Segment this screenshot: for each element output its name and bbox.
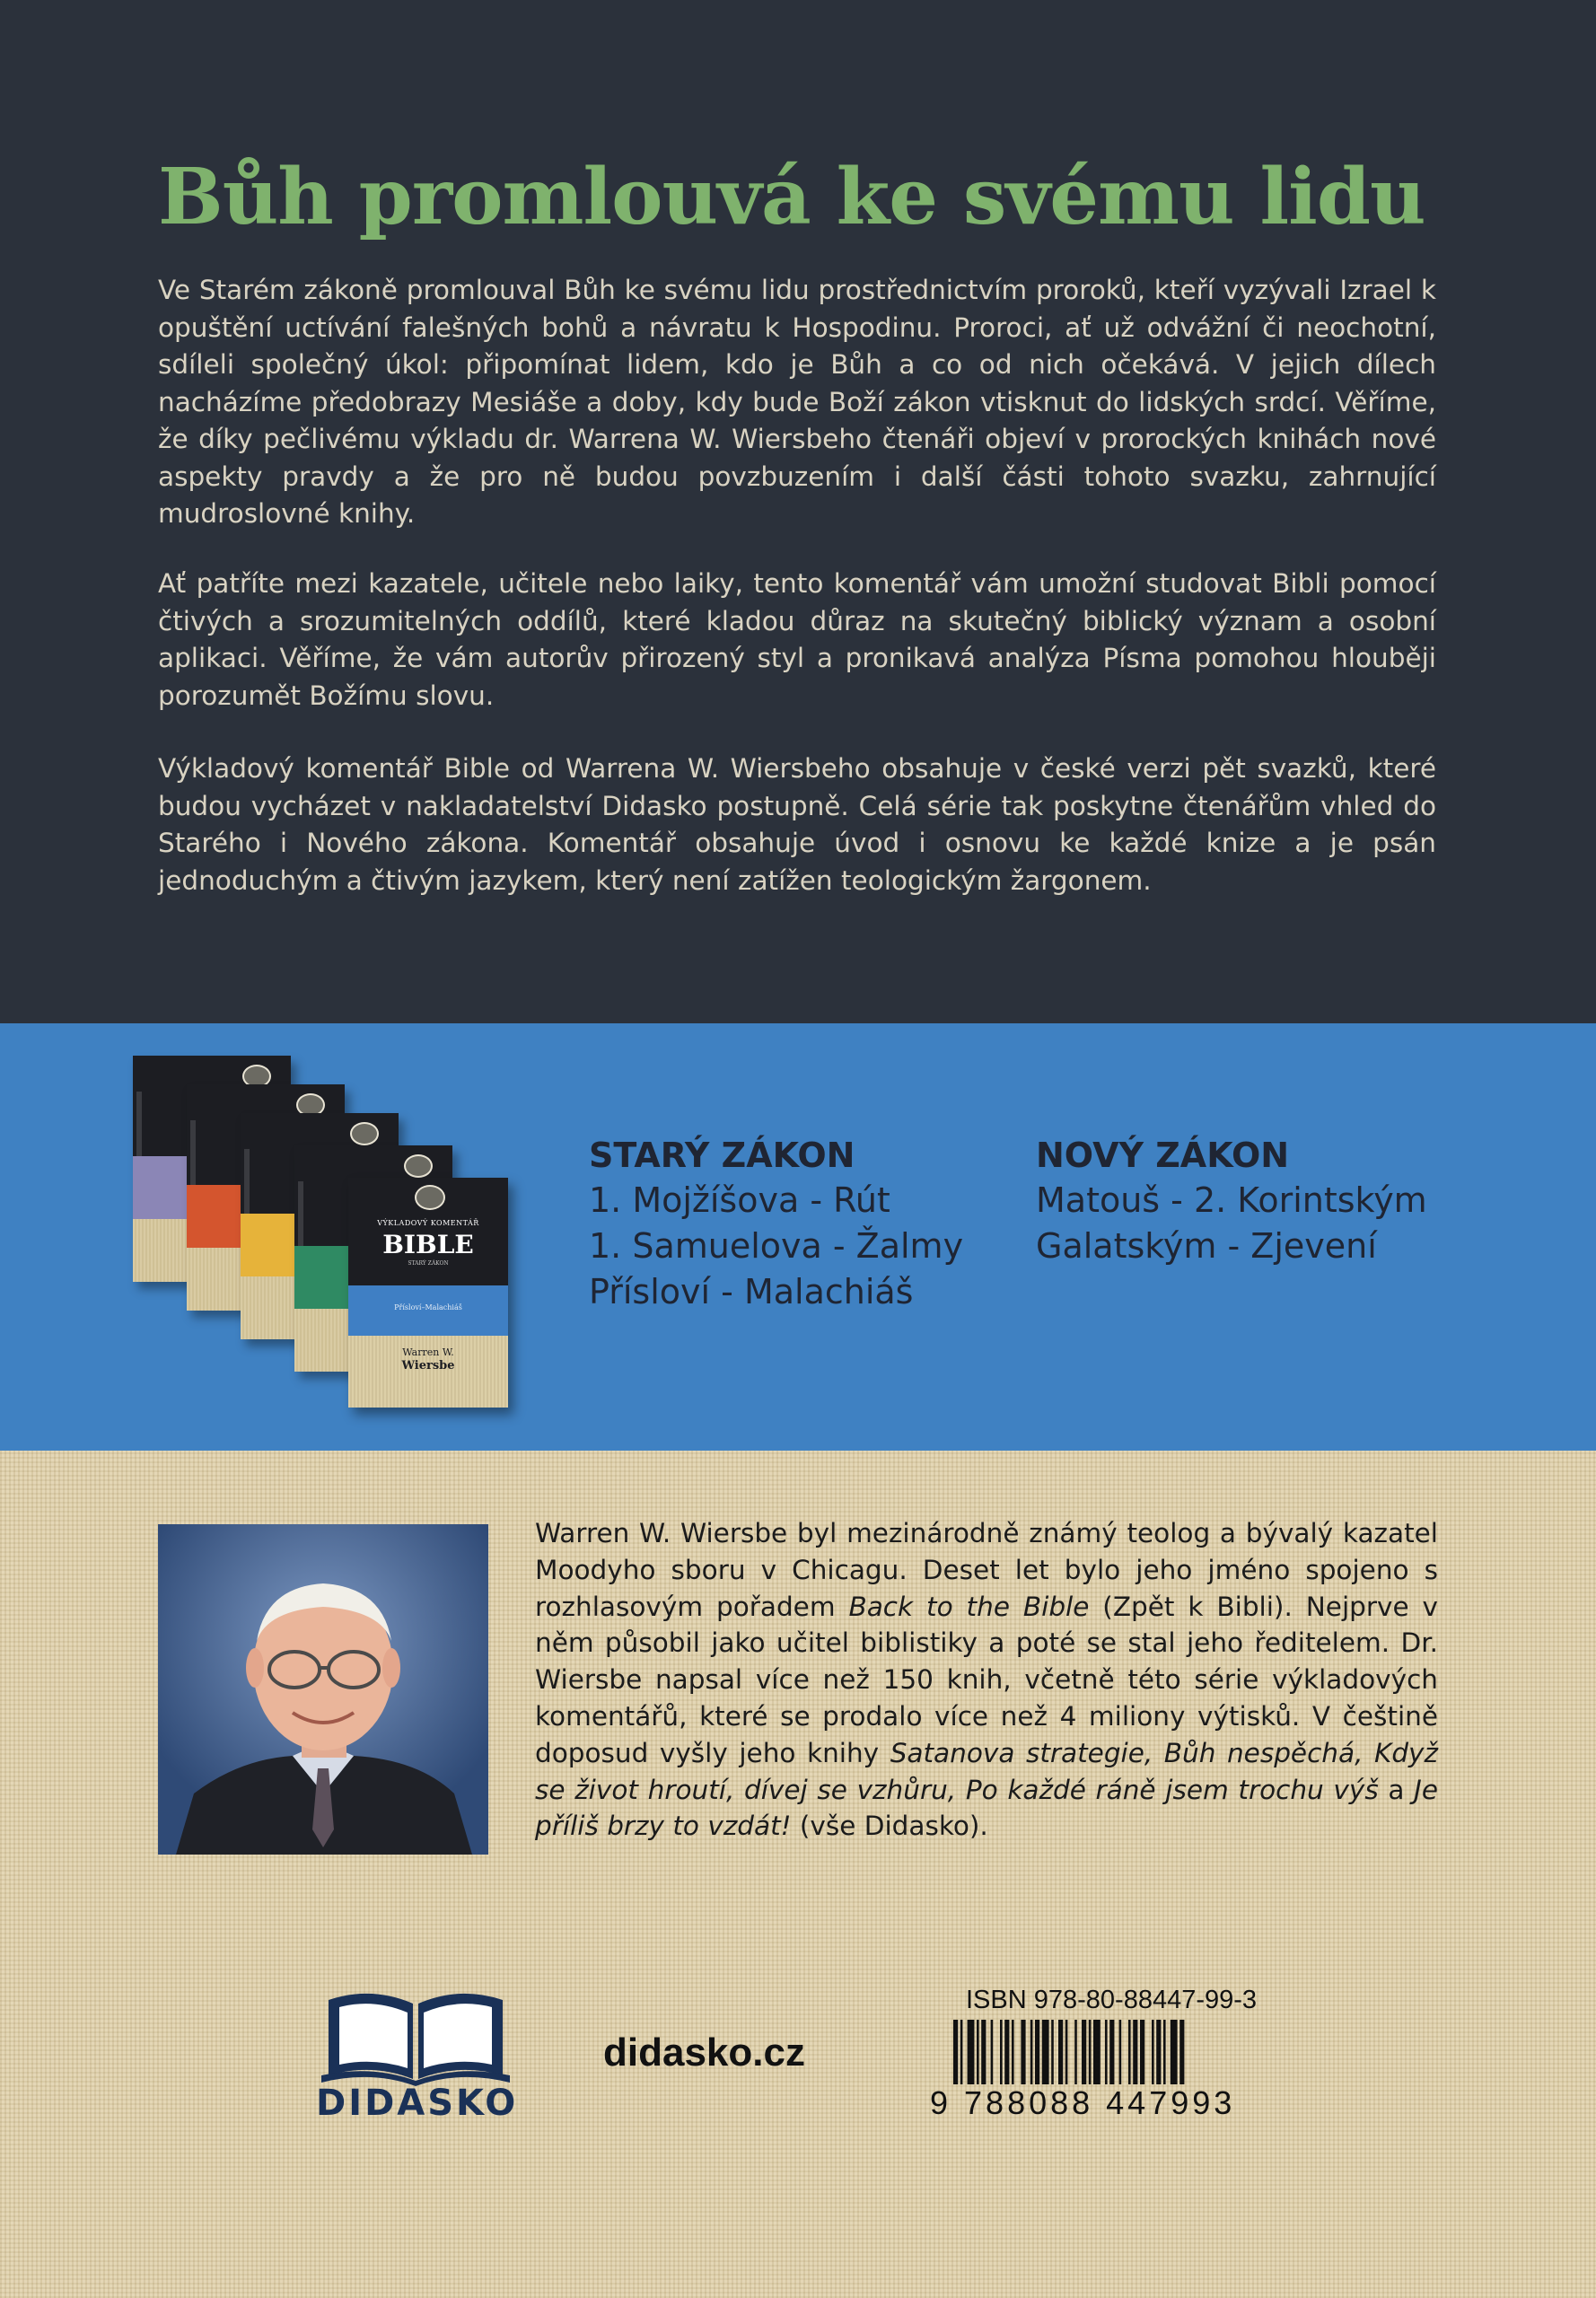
volume-item: 1. Samuelova - Žalmy (589, 1226, 964, 1266)
cover-photo-icon (350, 1122, 379, 1145)
volume-item: 1. Mojžíšova - Rút (589, 1180, 890, 1220)
description-paragraph-2: Ať patříte mezi kazatele, učitele nebo laiky, tento komentář vám umožní studovat Bibli pomocí čtivých a srozumitelných oddílů, které kladou důraz na skutečný biblický význam a osobní aplikaci. Věříme, že vám autorův přirozený styl a pronikavá analýza Písma pomohou hlouběji porozumět Božímu slovu. (158, 568, 1436, 711)
radio-show-title: Back to the Bible (848, 1591, 1090, 1622)
cover-series-caption: VÝKLADOVÝ KOMENTÁŘ (377, 1219, 479, 1227)
description-paragraph-1: Ve Starém zákoně promlouval Bůh ke svému lidu prostřednictvím proroků, kteří vyzývali Izrael k opuštění uctívání falešných bohů a návratu k Hospodinu. Proroci, ať už odvážní či neochotní, sdíleli společný úkol: připomínat lidem, kdo je Bůh a co od nich očekává. V jejich dílech nacházíme předobrazy Mesiáše a doby, kdy bude Boží zákon vtisknut do lidských srdcí. Věříme, že díky pečlivému výkladu dr. Warrena W. Wiersbeho čtenáři objeví v prorockých knihách nové aspekty pravdy a že pro ně budou povzbuzením i další části tohoto svazku, zahrnující mudroslovné knihy. (158, 275, 1436, 529)
volume-item: Přísloví - Malachiáš (589, 1272, 914, 1311)
volume-item: Matouš - 2. Korintským (1036, 1180, 1427, 1220)
description-section (0, 0, 1596, 1023)
description-paragraph-3: Výkladový komentář Bible od Warrena W. Wiersbeho obsahuje v české verzi pět svazků, které budou vycházet v nakladatelství Didasko postupně. Celá série tak poskytne čtenářům vhled do Starého i Nového zákona. Komentář obsahuje úvod i osnovu ke každé knize a je psán jednoduchým a čtivým jazykem, který není zatížen teologickým žargonem. (158, 753, 1436, 896)
publisher-logo-text: DIDASKO (316, 2083, 519, 2124)
publisher-website[interactable]: didasko.cz (603, 2030, 805, 2074)
author-photo (158, 1524, 488, 1855)
volume-item: Galatským - Zjevení (1036, 1226, 1377, 1266)
author-portrait-image (158, 1524, 488, 1855)
cover-photo-icon (415, 1185, 445, 1210)
author-book-title-last: Je příliš brzy to vzdát! (535, 1774, 1438, 1842)
isbn-label: ISBN 978-80-88447-99-3 (966, 1986, 1258, 2014)
ean-digits: 9 788088 447993 (930, 2084, 1236, 2121)
cover-photo-icon (404, 1154, 433, 1178)
series-book-5-cover (348, 1178, 508, 1408)
cover-subtitle: STARÝ ZÁKON (408, 1260, 449, 1267)
cover-title: BIBLE (382, 1230, 474, 1259)
cover-author-last: Wiersbe (401, 1359, 455, 1373)
old-testament-list (589, 1133, 963, 1315)
author-bio: Warren W. Wiersbe byl mezinárodně známý teolog a bývalý kazatel Moodyho sboru v Chicagu. Deset let bylo jeho jméno spojeno s rozhlasovým pořadem Back to the Bible (Zpět k Bibli). Nejprve v něm působil jako učitel biblistiky a poté se stal jeho ředitelem. Dr. Wiersbe napsal více než 150 knih, včetně této série výkladových komentářů, které se prodalo více než 4 miliony výtisků. V češtině doposud vyšly jeho knihy Satanova strategie, Bůh nespěchá, Když se život hroutí, dívej se vzhůru, Po každé ráně jsem trochu výš a Je příliš brzy to vzdát! (vše Didasko). (535, 1518, 1439, 1842)
author-book-titles: Satanova strategie, Bůh nespěchá, Když se život hroutí, dívej se vzhůru, Po každé ráně jsem trochu výš (535, 1737, 1439, 1805)
new-testament-heading: NOVÝ ZÁKON (1036, 1136, 1290, 1175)
cover-author-first: Warren W. (402, 1346, 454, 1358)
page-title: Bůh promlouvá ke svému lidu (158, 152, 1425, 242)
cover-volume: Přísloví–Malachiáš (394, 1303, 462, 1311)
old-testament-heading: STARÝ ZÁKON (589, 1136, 855, 1175)
new-testament-list (1036, 1133, 1427, 1269)
